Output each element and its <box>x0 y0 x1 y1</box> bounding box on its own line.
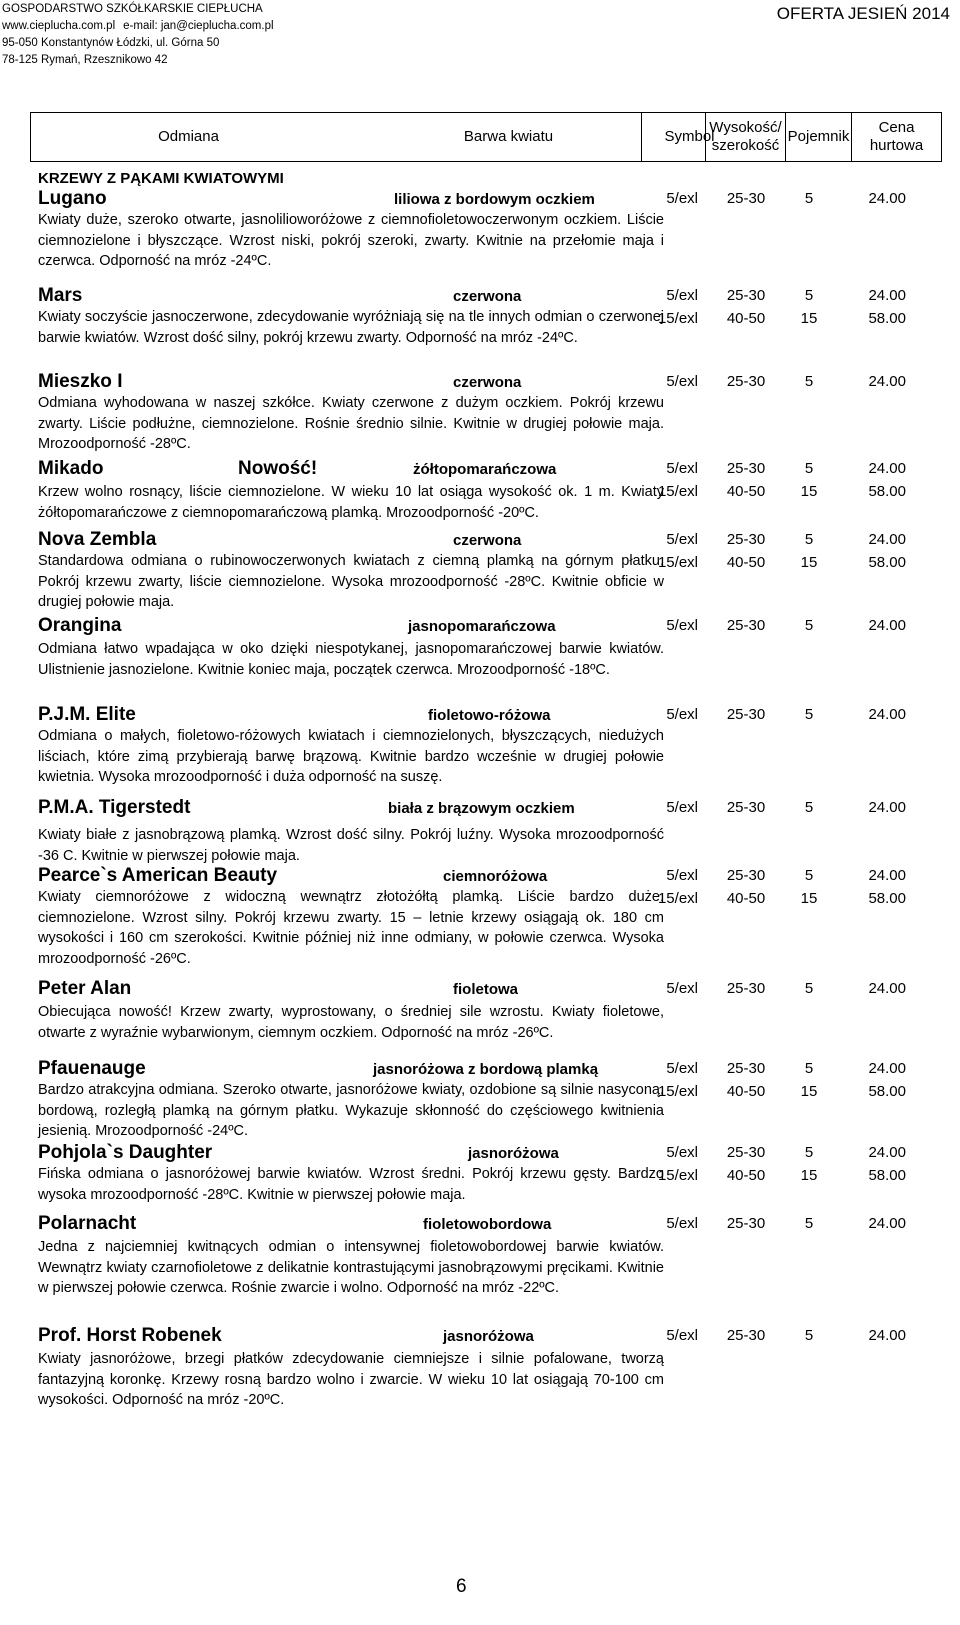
col-barwa: Barwa kwiatu <box>463 128 554 145</box>
col-odmiana: Odmiana <box>158 128 219 145</box>
price-cell: 58.00 <box>868 1083 906 1100</box>
price-cell: 24.00 <box>868 1327 906 1344</box>
pot-cell: 5 <box>804 1060 814 1077</box>
price-cell: 24.00 <box>868 1215 906 1232</box>
price-cell: 24.00 <box>868 799 906 816</box>
product-description: Obiecująca nowość! Krzew zwarty, wyprostowany, o średniej sile wzrostu. Kwiaty fioletowe, otwarte z wyraźnie wybarwionym, ciemnym oczkiem. Odporność na mróz -26ºC. <box>38 1004 664 1041</box>
flower-color: ciemnoróżowa <box>443 868 548 885</box>
pot-cell: 15 <box>800 1167 818 1184</box>
symbol-cell: 5/exl <box>666 706 698 723</box>
flower-color: liliowa z bordowym oczkiem <box>394 191 595 208</box>
pot-cell: 5 <box>804 460 814 477</box>
height-cell: 25-30 <box>726 980 766 997</box>
product-name: Polarnacht <box>38 1213 137 1234</box>
height-cell: 40-50 <box>726 890 766 907</box>
product-name: Peter Alan <box>38 978 132 999</box>
flower-color: biała z brązowym oczkiem <box>388 800 575 817</box>
symbol-cell: 5/exl <box>666 287 698 304</box>
symbol-cell: 5/exl <box>666 531 698 548</box>
flower-color: czerwona <box>453 374 522 391</box>
product-description: Kwiaty duże, szeroko otwarte, jasnolilioworóżowe z ciemnofioletowoczerwonym oczkiem. Liście ciemnozielone i błyszczące. Wzrost niski, pokrój szeroki, zwarty. Kwitnie na przełomie maja i czerwca. Odporność na mróz -24ºC. <box>38 212 664 269</box>
product-name: P.M.A. Tigerstedt <box>38 797 191 818</box>
pot-cell: 15 <box>800 483 818 500</box>
col-pojemnik: Pojemnik <box>785 113 851 161</box>
product-description: Kwiaty białe z jasnobrązową plamką. Wzrost dość silny. Pokrój luźny. Wysoka mrozoodporność -36 C. Kwitnie w pierwszej połowie maja. <box>38 827 664 864</box>
price-cell: 58.00 <box>868 483 906 500</box>
pot-cell: 5 <box>804 190 814 207</box>
symbol-cell: 15/exl <box>657 890 698 907</box>
symbol-cell: 15/exl <box>657 1083 698 1100</box>
pot-cell: 5 <box>804 287 814 304</box>
price-cell: 24.00 <box>868 287 906 304</box>
symbol-cell: 5/exl <box>666 1215 698 1232</box>
product-description: Jedna z najciemniej kwitnących odmian o intensywnej fioletowobordowej barwie kwiatów. Wewnątrz kwiaty czarnofioletowe z delikatnie kontrastującymi jasnobrązowymi pręcikami. Kwitnie w pierwszej połowie czerwca. Rośnie zwarcie i wolno. Odporność na mróz -22ºC. <box>38 1239 664 1296</box>
height-cell: 25-30 <box>726 1144 766 1161</box>
section-title: KRZEWY Z PĄKAMI KWIATOWYMI <box>38 170 284 187</box>
price-cell: 58.00 <box>868 1167 906 1184</box>
flower-color: fioletowobordowa <box>423 1216 552 1233</box>
price-cell: 58.00 <box>868 310 906 327</box>
contact-line <box>2 18 274 35</box>
product-name: Prof. Horst Robenek <box>38 1325 222 1346</box>
height-cell: 40-50 <box>726 1167 766 1184</box>
price-cell: 24.00 <box>868 460 906 477</box>
flower-color: żółtopomarańczowa <box>413 461 557 478</box>
flower-color: fioletowo-różowa <box>428 707 551 724</box>
product-name: Nova Zembla <box>38 529 157 550</box>
symbol-cell: 15/exl <box>657 483 698 500</box>
height-cell: 25-30 <box>726 1215 766 1232</box>
product-description: Fińska odmiana o jasnoróżowej barwie kwiatów. Wzrost średni. Pokrój krzewu gęsty. Bardzo wysoka mrozoodporność -28ºC. Kwitnie w pierwszej połowie maja. <box>38 1166 664 1203</box>
email-link[interactable]: e-mail: jan@cieplucha.com.pl <box>123 20 274 32</box>
height-cell: 25-30 <box>726 287 766 304</box>
height-cell: 25-30 <box>726 867 766 884</box>
symbol-cell: 5/exl <box>666 799 698 816</box>
product-name: Pohjola`s Daughter <box>38 1142 213 1163</box>
height-cell: 25-30 <box>726 373 766 390</box>
price-cell: 24.00 <box>868 980 906 997</box>
height-cell: 25-30 <box>726 190 766 207</box>
price-cell: 24.00 <box>868 373 906 390</box>
symbol-cell: 5/exl <box>666 617 698 634</box>
flower-color: jasnoróżowa <box>443 1328 534 1345</box>
symbol-cell: 5/exl <box>666 980 698 997</box>
flower-color: fioletowa <box>453 981 519 998</box>
height-cell: 25-30 <box>726 799 766 816</box>
height-cell: 40-50 <box>726 554 766 571</box>
product-name: Pearce`s American Beauty <box>38 865 278 886</box>
pot-cell: 5 <box>804 867 814 884</box>
product-name: Lugano <box>38 188 107 209</box>
product-name: Mieszko I <box>38 371 123 392</box>
offer-title: OFERTA JESIEŃ 2014 <box>776 4 950 23</box>
symbol-cell: 5/exl <box>666 460 698 477</box>
height-cell: 25-30 <box>726 706 766 723</box>
price-cell: 24.00 <box>868 867 906 884</box>
page-number: 6 <box>456 1576 467 1597</box>
product-name: Mars <box>38 285 83 306</box>
height-cell: 25-30 <box>726 1060 766 1077</box>
product-description: Odmiana łatwo wpadająca w oko dzięki niespotykanej, jasnopomarańczowej barwie kwiatów. Ulistnienie jasnozielone. Kwitnie koniec maja, początek czerwca. Mrozoodporność -18ºC. <box>38 641 664 678</box>
price-cell: 58.00 <box>868 554 906 571</box>
height-cell: 40-50 <box>726 483 766 500</box>
address-line-2: 78-125 Rymań, Rzesznikowo 42 <box>2 54 168 66</box>
flower-color: jasnoróżowa <box>468 1145 559 1162</box>
symbol-cell: 15/exl <box>657 554 698 571</box>
price-cell: 24.00 <box>868 617 906 634</box>
table-header <box>30 112 942 162</box>
symbol-cell: 5/exl <box>666 867 698 884</box>
product-description: Odmiana wyhodowana w naszej szkółce. Kwiaty czerwone z dużym oczkiem. Pokrój krzewu zwarty. Liście podłużne, ciemnozielone. Rośnie średnio silnie. Kwitnie w drugiej połowie maja. Mrozoodporność -28ºC. <box>38 395 664 452</box>
pot-cell: 5 <box>804 1327 814 1344</box>
flower-color: jasnopomarańczowa <box>408 618 556 635</box>
flower-color: jasnoróżowa z bordową plamką <box>373 1061 599 1078</box>
price-cell: 24.00 <box>868 531 906 548</box>
product-description: Kwiaty ciemnoróżowe z widoczną wewnątrz złotożółtą plamką. Liście bardzo duże, ciemnozielone. Wzrost silny. Pokrój krzewu zwarty. 15 – letnie krzewy osiągają ok. 180 cm wysokości i 160 cm szerokości. Kwitnie później niż inne odmiany, w połowie czerwca. Wysoka mrozoodporność -26ºC. <box>38 889 664 967</box>
pot-cell: 15 <box>800 890 818 907</box>
company-name: GOSPODARSTWO SZKÓŁKARSKIE CIEPŁUCHA <box>2 3 263 15</box>
col-symbol: Symbol <box>641 113 737 161</box>
height-cell: 25-30 <box>726 1327 766 1344</box>
product-description: Krzew wolno rosnący, liście ciemnozielone. W wieku 10 lat osiąga wysokość ok. 1 m. Kwiaty żółtopomarańczowe z ciemnopomarańczową plamką. Mrozoodporność -20ºC. <box>38 484 664 521</box>
pot-cell: 5 <box>804 373 814 390</box>
website-link[interactable]: www.cieplucha.com.pl <box>2 20 116 32</box>
product-description: Bardzo atrakcyjna odmiana. Szeroko otwarte, jasnoróżowe kwiaty, ozdobione są silnie nasyconą, bordową, rozległą plamką na górnym płatku. Wykazuje skłonność do częściowego kwitnienia jesienią. Mrozoodporność -24ºC. <box>38 1082 664 1139</box>
product-name: Pfauenauge <box>38 1058 146 1079</box>
new-badge: Nowość! <box>238 458 318 479</box>
pot-cell: 15 <box>800 310 818 327</box>
height-cell: 25-30 <box>726 460 766 477</box>
pot-cell: 5 <box>804 531 814 548</box>
height-cell: 40-50 <box>726 310 766 327</box>
pot-cell: 5 <box>804 617 814 634</box>
symbol-cell: 5/exl <box>666 1060 698 1077</box>
address-line-1: 95-050 Konstantynów Łódzki, ul. Górna 50 <box>2 37 220 49</box>
height-cell: 25-30 <box>726 617 766 634</box>
flower-color: czerwona <box>453 532 522 549</box>
pot-cell: 15 <box>800 554 818 571</box>
symbol-cell: 5/exl <box>666 1144 698 1161</box>
col-wysokosc: Wysokość/ szerokość <box>705 113 785 161</box>
product-name: Mikado <box>38 458 104 479</box>
product-description: Kwiaty soczyście jasnoczerwone, zdecydowanie wyróżniają się na tle innych odmian o czerwonej barwie kwiatów. Wzrost dość silny, pokrój krzewu zwarty. Odporność na mróz -24ºC. <box>38 309 664 346</box>
pot-cell: 5 <box>804 706 814 723</box>
price-cell: 24.00 <box>868 706 906 723</box>
pot-cell: 5 <box>804 980 814 997</box>
product-name: P.J.M. Elite <box>38 704 136 725</box>
height-cell: 40-50 <box>726 1083 766 1100</box>
flower-color: czerwona <box>453 288 522 305</box>
symbol-cell: 15/exl <box>657 310 698 327</box>
symbol-cell: 5/exl <box>666 190 698 207</box>
company-header <box>2 1 274 69</box>
product-description: Kwiaty jasnoróżowe, brzegi płatków zdecydowanie ciemniejsze i silnie pofalowane, tworzą fantazyjną koronkę. Krzewy rosną bardzo wolno i zwarcie. W wieku 10 lat osiągają 70-100 cm wysokości. Odporność na mróz -20ºC. <box>38 1351 664 1408</box>
product-description: Odmiana o małych, fioletowo-różowych kwiatach i ciemnozielonych, błyszczących, niedużych liściach, które zimą przybierają barwę brązową. Kwitnie bardzo wcześnie w drugiej połowie kwietnia. Wysoka mrozoodporność i duża odporność na suszę. <box>38 728 664 785</box>
height-cell: 25-30 <box>726 531 766 548</box>
pot-cell: 5 <box>804 799 814 816</box>
pot-cell: 15 <box>800 1083 818 1100</box>
price-cell: 24.00 <box>868 1060 906 1077</box>
col-cena: Cena hurtowa <box>851 113 941 161</box>
symbol-cell: 5/exl <box>666 373 698 390</box>
price-cell: 24.00 <box>868 1144 906 1161</box>
product-description: Standardowa odmiana o rubinowoczerwonych kwiatach z ciemną plamką na górnym płatku. Pokrój krzewu zwarty, liście ciemnozielone. Wysoka mrozoodporność -28ºC. Kwitnie obficie w drugiej połowie maja. <box>38 553 664 610</box>
price-cell: 58.00 <box>868 890 906 907</box>
product-name: Orangina <box>38 615 122 636</box>
pot-cell: 5 <box>804 1144 814 1161</box>
price-cell: 24.00 <box>868 190 906 207</box>
symbol-cell: 15/exl <box>657 1167 698 1184</box>
pot-cell: 5 <box>804 1215 814 1232</box>
symbol-cell: 5/exl <box>666 1327 698 1344</box>
